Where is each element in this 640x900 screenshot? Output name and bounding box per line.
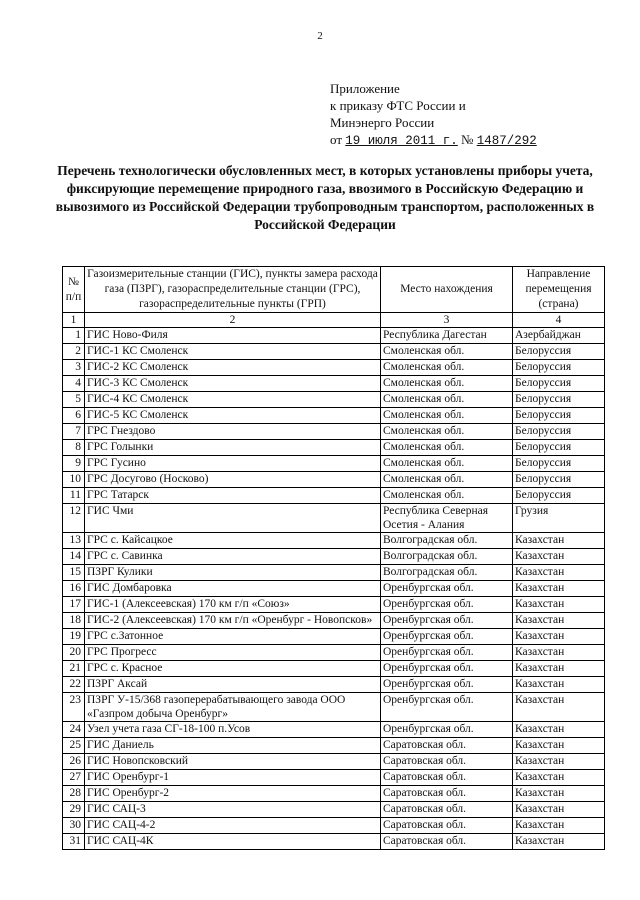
document-title: Перечень технологически обусловленных мест, в которых установлены приборы учета, фиксирующие перемещение природного газа, ввозимого в Российскую Федерацию и вывозимого из Российской Федерации трубопроводным транспортом, расположенных в Российской Федерации <box>55 163 595 232</box>
row-number: 17 <box>63 597 85 613</box>
row-number: 9 <box>63 456 85 472</box>
table-index-row <box>63 313 605 328</box>
page-number: 2 <box>317 30 323 42</box>
direction: Казахстан <box>513 802 605 818</box>
location: Волгоградская обл. <box>381 533 513 549</box>
table-row <box>63 408 605 424</box>
station-name: ГИС Домбаровка <box>85 581 381 597</box>
station-name: ГИС-3 КС Смоленск <box>85 376 381 392</box>
station-name: ГИС-1 КС Смоленск <box>85 344 381 360</box>
table-row <box>63 677 605 693</box>
location: Саратовская обл. <box>381 834 513 850</box>
direction: Казахстан <box>513 818 605 834</box>
location: Смоленская обл. <box>381 344 513 360</box>
row-number: 11 <box>63 488 85 504</box>
station-name: ГРС с. Савинка <box>85 549 381 565</box>
table-row <box>63 645 605 661</box>
direction: Казахстан <box>513 533 605 549</box>
station-name: ГИС-1 (Алексеевская) 170 км г/п «Союз» <box>85 597 381 613</box>
station-name: Узел учета газа СГ-18-100 п.Усов <box>85 722 381 738</box>
table-row <box>63 376 605 392</box>
table-row <box>63 738 605 754</box>
direction: Белоруссия <box>513 376 605 392</box>
location: Смоленская обл. <box>381 376 513 392</box>
index-cell: 3 <box>381 313 513 328</box>
table-row <box>63 613 605 629</box>
row-number: 14 <box>63 549 85 565</box>
station-name: ГРС с. Красное <box>85 661 381 677</box>
direction: Белоруссия <box>513 472 605 488</box>
table-row <box>63 549 605 565</box>
table-row <box>63 392 605 408</box>
station-name: ГИС Даниель <box>85 738 381 754</box>
direction: Казахстан <box>513 661 605 677</box>
table-row <box>63 786 605 802</box>
station-name: ГРС Татарск <box>85 488 381 504</box>
location: Оренбургская обл. <box>381 677 513 693</box>
row-number: 15 <box>63 565 85 581</box>
direction: Белоруссия <box>513 456 605 472</box>
row-number: 2 <box>63 344 85 360</box>
row-number: 4 <box>63 376 85 392</box>
table-row <box>63 597 605 613</box>
location: Оренбургская обл. <box>381 661 513 677</box>
number-prefix: № <box>461 132 474 147</box>
direction: Казахстан <box>513 629 605 645</box>
row-number: 28 <box>63 786 85 802</box>
order-date: 19 июля 2011 г. <box>345 134 458 148</box>
table-row <box>63 328 605 344</box>
row-number: 1 <box>63 328 85 344</box>
location: Саратовская обл. <box>381 786 513 802</box>
direction: Грузия <box>513 504 605 533</box>
direction: Белоруссия <box>513 440 605 456</box>
direction: Казахстан <box>513 770 605 786</box>
station-name: ГИС Ново-Филя <box>85 328 381 344</box>
table-row <box>63 504 605 533</box>
location: Смоленская обл. <box>381 408 513 424</box>
row-number: 16 <box>63 581 85 597</box>
location: Саратовская обл. <box>381 754 513 770</box>
row-number: 21 <box>63 661 85 677</box>
header-location: Место нахождения <box>381 267 513 313</box>
direction: Казахстан <box>513 645 605 661</box>
location: Оренбургская обл. <box>381 645 513 661</box>
row-number: 31 <box>63 834 85 850</box>
direction: Казахстан <box>513 549 605 565</box>
table-row <box>63 581 605 597</box>
direction: Казахстан <box>513 693 605 722</box>
location: Смоленская обл. <box>381 360 513 376</box>
station-name: ГИС-2 КС Смоленск <box>85 360 381 376</box>
location: Саратовская обл. <box>381 770 513 786</box>
station-name: ГИС Чми <box>85 504 381 533</box>
table-row <box>63 722 605 738</box>
table-row <box>63 629 605 645</box>
table-row <box>63 834 605 850</box>
table-row <box>63 488 605 504</box>
location: Оренбургская обл. <box>381 722 513 738</box>
direction: Казахстан <box>513 754 605 770</box>
location: Смоленская обл. <box>381 424 513 440</box>
station-name: ГРС Прогресс <box>85 645 381 661</box>
location: Оренбургская обл. <box>381 597 513 613</box>
station-name: ГРС Гнездово <box>85 424 381 440</box>
table-row <box>63 344 605 360</box>
row-number: 8 <box>63 440 85 456</box>
location: Саратовская обл. <box>381 738 513 754</box>
appendix-date-line <box>330 131 537 150</box>
table-header-row <box>63 267 605 313</box>
row-number: 27 <box>63 770 85 786</box>
row-number: 26 <box>63 754 85 770</box>
station-name: ПЗРГ У-15/368 газоперерабатывающего завода ООО «Газпром добыча Оренбург» <box>85 693 381 722</box>
table-row <box>63 661 605 677</box>
station-name: ГИС САЦ-4К <box>85 834 381 850</box>
station-name: ГИС Оренбург-1 <box>85 770 381 786</box>
direction: Азербайджан <box>513 328 605 344</box>
table-row <box>63 456 605 472</box>
direction: Казахстан <box>513 581 605 597</box>
station-name: ГИС САЦ-3 <box>85 802 381 818</box>
location: Смоленская обл. <box>381 440 513 456</box>
direction: Казахстан <box>513 597 605 613</box>
direction: Белоруссия <box>513 424 605 440</box>
station-name: ГИС-2 (Алексеевская) 170 км г/п «Оренбург - Новопсков» <box>85 613 381 629</box>
direction: Казахстан <box>513 722 605 738</box>
table-row <box>63 818 605 834</box>
location: Волгоградская обл. <box>381 549 513 565</box>
station-name: ГРС Голынки <box>85 440 381 456</box>
row-number: 7 <box>63 424 85 440</box>
header-direction: Направление перемещения (страна) <box>513 267 605 313</box>
station-name: ГИС Новопсковский <box>85 754 381 770</box>
index-cell: 4 <box>513 313 605 328</box>
location: Смоленская обл. <box>381 392 513 408</box>
direction: Казахстан <box>513 565 605 581</box>
row-number: 5 <box>63 392 85 408</box>
header-station: Газоизмерительные станции (ГИС), пункты замера расхода газа (ПЗРГ), газораспределительные станции (ГРС), газораспределительные пункты (ГРП) <box>85 267 381 313</box>
date-prefix: от <box>330 132 343 147</box>
table-row <box>63 770 605 786</box>
row-number: 29 <box>63 802 85 818</box>
header-number: № п/п <box>63 267 85 313</box>
location: Республика Дагестан <box>381 328 513 344</box>
direction: Белоруссия <box>513 360 605 376</box>
location: Смоленская обл. <box>381 456 513 472</box>
appendix-block <box>330 80 537 150</box>
row-number: 3 <box>63 360 85 376</box>
table-row <box>63 360 605 376</box>
table-body <box>63 328 605 850</box>
direction: Белоруссия <box>513 392 605 408</box>
order-number: 1487/292 <box>476 134 537 148</box>
table-row <box>63 440 605 456</box>
row-number: 25 <box>63 738 85 754</box>
row-number: 19 <box>63 629 85 645</box>
table-row <box>63 533 605 549</box>
station-name: ГРС с.Затонное <box>85 629 381 645</box>
location: Саратовская обл. <box>381 802 513 818</box>
row-number: 18 <box>63 613 85 629</box>
row-number: 20 <box>63 645 85 661</box>
direction: Белоруссия <box>513 488 605 504</box>
row-number: 13 <box>63 533 85 549</box>
direction: Казахстан <box>513 613 605 629</box>
station-name: ГРС Досугово (Носково) <box>85 472 381 488</box>
location: Саратовская обл. <box>381 818 513 834</box>
location: Республика Северная Осетия - Алания <box>381 504 513 533</box>
station-name: ПЗРГ Кулики <box>85 565 381 581</box>
appendix-line-1: Приложение <box>330 81 400 96</box>
station-name: ГИС Оренбург-2 <box>85 786 381 802</box>
row-number: 6 <box>63 408 85 424</box>
appendix-line-2: к приказу ФТС России и <box>330 98 466 113</box>
stations-table <box>62 266 605 850</box>
index-cell: 1 <box>63 313 85 328</box>
direction: Белоруссия <box>513 344 605 360</box>
station-name: ПЗРГ Аксай <box>85 677 381 693</box>
location: Оренбургская обл. <box>381 581 513 597</box>
direction: Казахстан <box>513 786 605 802</box>
row-number: 24 <box>63 722 85 738</box>
direction: Казахстан <box>513 677 605 693</box>
station-name: ГРС с. Кайсацкое <box>85 533 381 549</box>
table-row <box>63 472 605 488</box>
table-row <box>63 693 605 722</box>
row-number: 12 <box>63 504 85 533</box>
row-number: 10 <box>63 472 85 488</box>
row-number: 30 <box>63 818 85 834</box>
table-row <box>63 424 605 440</box>
direction: Казахстан <box>513 834 605 850</box>
direction: Белоруссия <box>513 408 605 424</box>
station-name: ГИС-5 КС Смоленск <box>85 408 381 424</box>
row-number: 22 <box>63 677 85 693</box>
location: Оренбургская обл. <box>381 613 513 629</box>
location: Оренбургская обл. <box>381 693 513 722</box>
index-cell: 2 <box>85 313 381 328</box>
table-row <box>63 565 605 581</box>
appendix-line-3: Минэнерго России <box>330 115 435 130</box>
direction: Казахстан <box>513 738 605 754</box>
location: Смоленская обл. <box>381 488 513 504</box>
station-name: ГИС-4 КС Смоленск <box>85 392 381 408</box>
row-number: 23 <box>63 693 85 722</box>
location: Волгоградская обл. <box>381 565 513 581</box>
station-name: ГРС Гусино <box>85 456 381 472</box>
location: Смоленская обл. <box>381 472 513 488</box>
table-row <box>63 754 605 770</box>
station-name: ГИС САЦ-4-2 <box>85 818 381 834</box>
table-row <box>63 802 605 818</box>
location: Оренбургская обл. <box>381 629 513 645</box>
